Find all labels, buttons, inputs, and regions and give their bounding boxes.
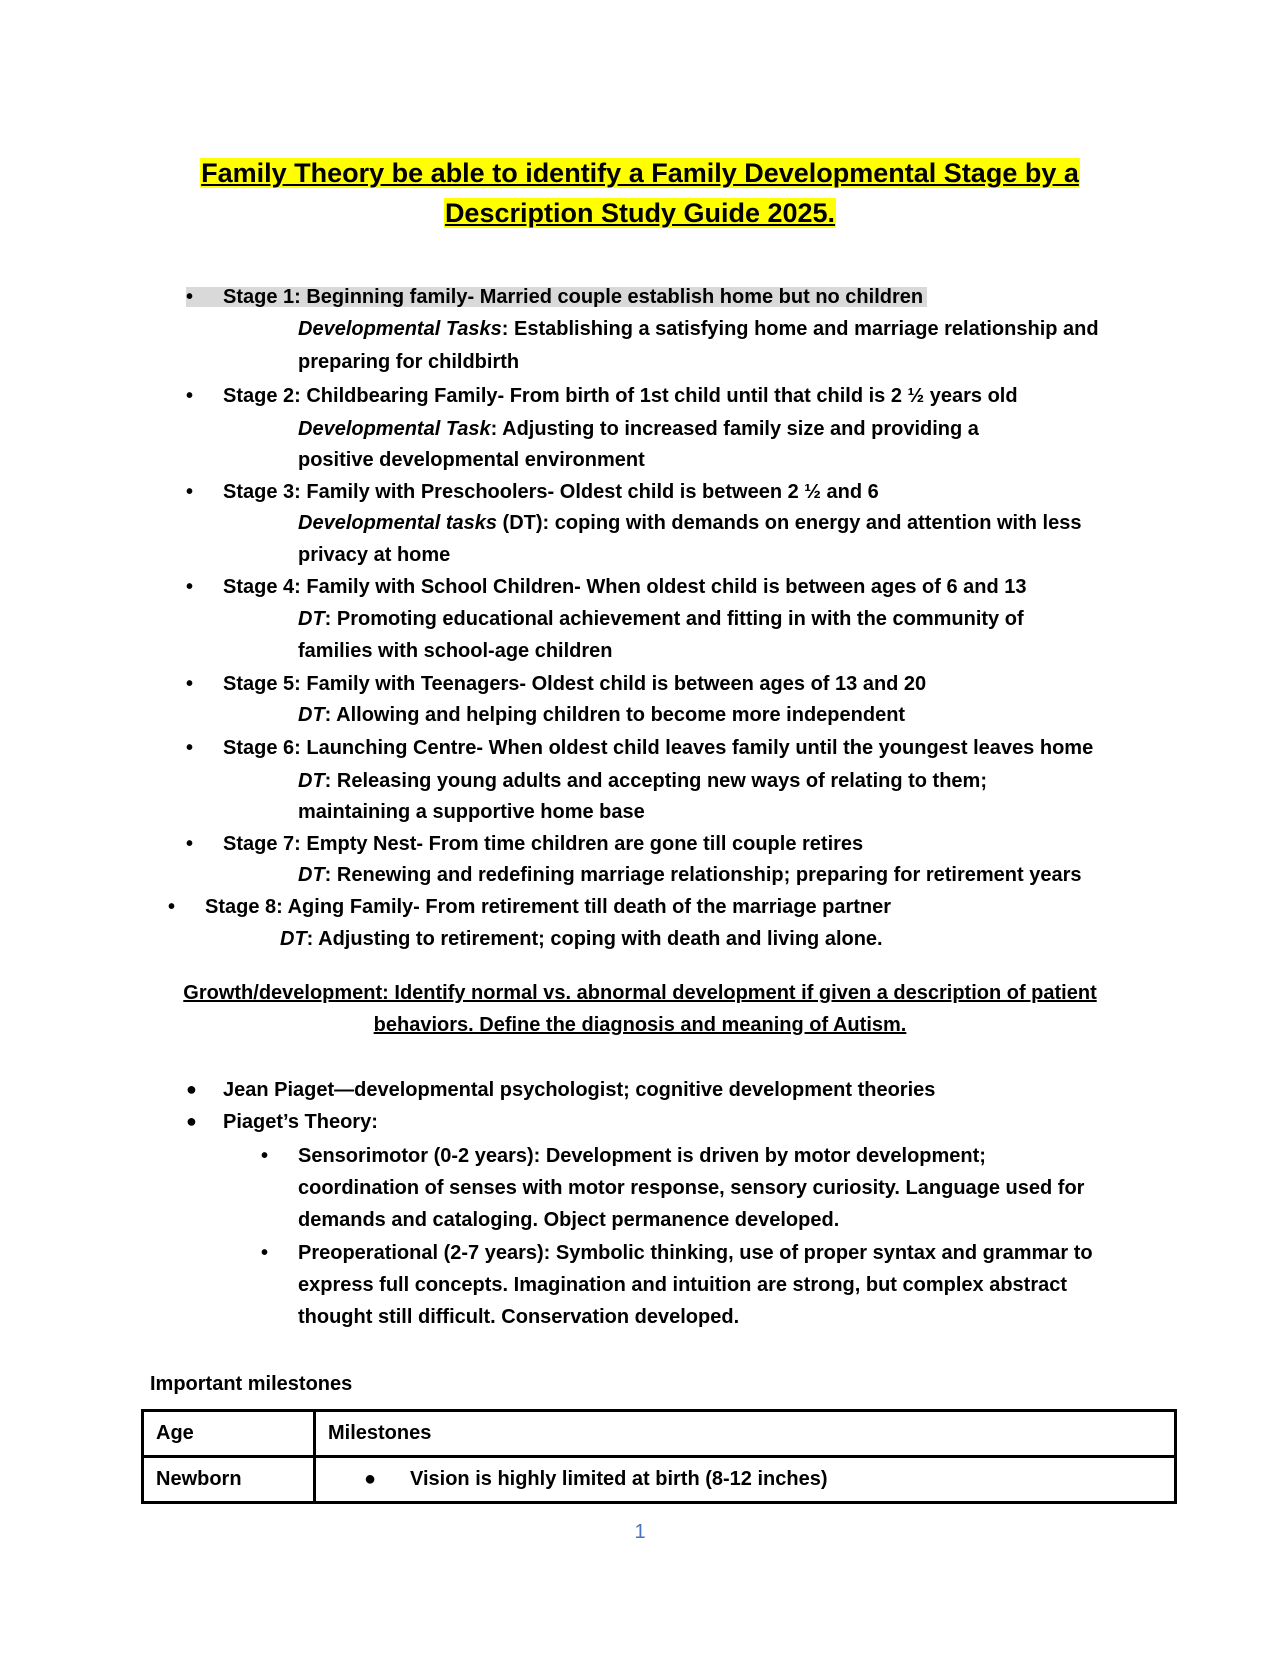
milestone-text: Vision is highly limited at birth (8-12 inches) [410, 1468, 828, 1490]
sensorimotor-line-3: demands and cataloging. Object permanence developed. [298, 1209, 840, 1231]
stage-7-dt-line-1: DT: Renewing and redefining marriage relationship; preparing for retirement years [298, 864, 1082, 886]
stage-2: Stage 2: Childbearing Family- From birth of 1st child until that child is 2 ½ years old [223, 385, 1018, 407]
sub-bullet: • [261, 1242, 269, 1264]
table-header-row [143, 1411, 1176, 1457]
bullet: ● [364, 1468, 377, 1490]
stage-3-dt-line-1: Developmental tasks (DT): coping with demands on energy and attention with less [298, 512, 1082, 534]
stage-4-dt-line-2: families with school-age children [298, 640, 613, 662]
stage-5-dt-line-1: DT: Allowing and helping children to become more independent [298, 704, 906, 726]
preoperational-line-1: Preoperational (2-7 years): Symbolic thinking, use of proper syntax and grammar to [298, 1242, 1093, 1264]
header-age: Age [143, 1411, 315, 1457]
stage-1-dt-line-2: preparing for childbirth [298, 351, 520, 373]
stage-2-dt-line-2: positive developmental environment [298, 449, 645, 471]
stage-2-dt-line-1: Developmental Task: Adjusting to increased family size and providing a [298, 418, 979, 440]
sensorimotor-line-2: coordination of senses with motor response, sensory curiosity. Language used for [298, 1177, 1085, 1199]
stage-7: Stage 7: Empty Nest- From time children are gone till couple retires [223, 833, 864, 855]
milestones-caption: Important milestones [150, 1373, 353, 1395]
document-title-line-2: Description Study Guide 2025. [444, 198, 836, 228]
stage-4: Stage 4: Family with School Children- When oldest child is between ages of 6 and 13 [223, 576, 1027, 598]
stage-5: Stage 5: Family with Teenagers- Oldest child is between ages of 13 and 20 [223, 673, 927, 695]
bullet: • [186, 673, 194, 695]
growth-heading-line-1: Growth/development: Identify normal vs. abnormal development if given a description of patient [183, 982, 1097, 1004]
bullet: • [186, 385, 194, 407]
stage-6: Stage 6: Launching Centre- When oldest child leaves family until the youngest leaves home [223, 737, 1094, 759]
preoperational-line-2: express full concepts. Imagination and intuition are strong, but complex abstract [298, 1274, 1068, 1296]
stage-4-dt-line-1: DT: Promoting educational achievement and fitting in with the community of [298, 608, 1024, 630]
sensorimotor-line-1: Sensorimotor (0-2 years): Development is driven by motor development; [298, 1145, 986, 1167]
row-milestone [315, 1457, 1176, 1503]
table-row [143, 1457, 1176, 1503]
stage-6-dt-line-2: maintaining a supportive home base [298, 801, 645, 823]
stage-1-dt-line-1: Developmental Tasks: Establishing a satisfying home and marriage relationship and [298, 318, 1099, 340]
stage-8: Stage 8: Aging Family- From retirement till death of the marriage partner [205, 896, 892, 918]
page-number: 1 [634, 1521, 646, 1543]
bullet: ● [186, 1079, 197, 1099]
bullet: • [186, 481, 194, 503]
document-title-line-1: Family Theory be able to identify a Family Developmental Stage by a [201, 158, 1079, 188]
stage-label: Stage 1: Beginning family- Married couple establish home but no children [223, 286, 924, 308]
bullet: • [186, 737, 194, 759]
stage-8-dt-line-1: DT: Adjusting to retirement; coping with death and living alone. [280, 928, 883, 950]
header-milestones: Milestones [315, 1411, 1176, 1457]
bullet: • [168, 896, 176, 918]
bullet: • [186, 833, 194, 855]
row-age: Newborn [143, 1457, 315, 1503]
bullet: • [186, 576, 194, 598]
piaget-item: Jean Piaget—developmental psychologist; cognitive development theories [223, 1079, 936, 1101]
stage-1 [186, 287, 927, 307]
bullet: • [186, 286, 194, 308]
stage-3-dt-line-2: privacy at home [298, 544, 451, 566]
sub-bullet: • [261, 1145, 269, 1167]
preoperational-line-3: thought still difficult. Conservation developed. [298, 1306, 740, 1328]
milestones-table [141, 1409, 1177, 1504]
piaget-theory-item: Piaget’s Theory: [223, 1111, 378, 1133]
growth-heading-line-2: behaviors. Define the diagnosis and meaning of Autism. [373, 1014, 907, 1036]
bullet: ● [186, 1111, 197, 1131]
stage-6-dt-line-1: DT: Releasing young adults and accepting new ways of relating to them; [298, 770, 987, 792]
stage-3: Stage 3: Family with Preschoolers- Oldest child is between 2 ½ and 6 [223, 481, 879, 503]
